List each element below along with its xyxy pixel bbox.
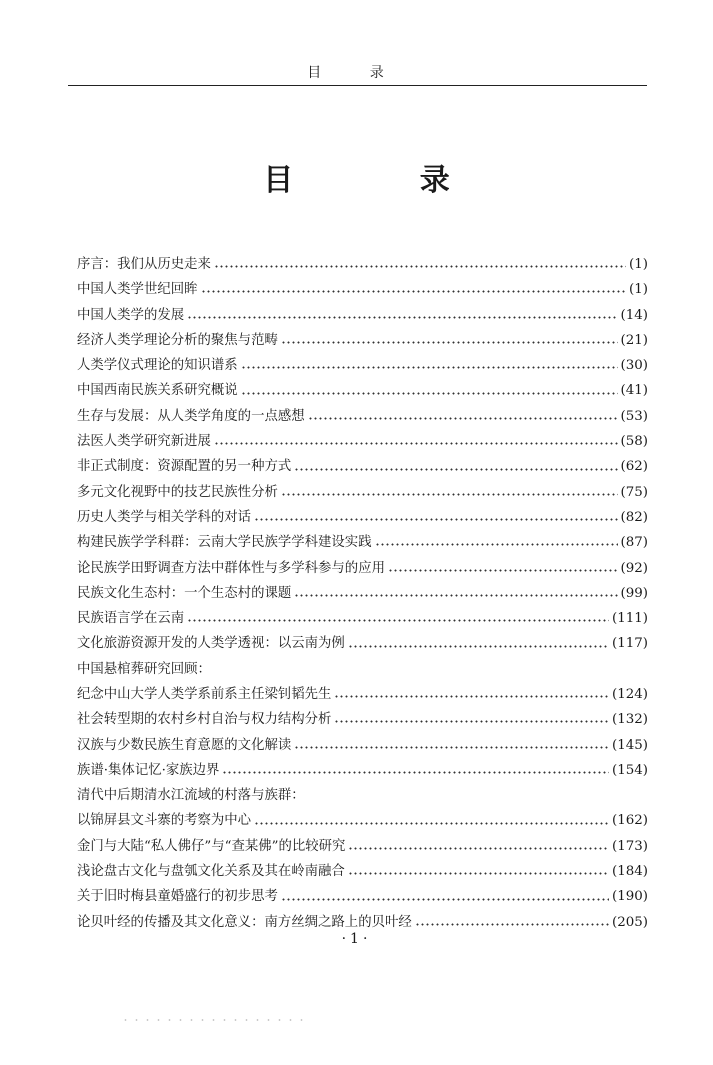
header-rule <box>68 85 647 86</box>
toc-entry <box>77 530 648 555</box>
dot-leader <box>241 392 618 395</box>
toc-entry-page: (132) <box>611 712 648 728</box>
toc-entry-page: (53) <box>620 408 648 424</box>
dot-leader <box>201 290 627 293</box>
toc-entry-page: (190) <box>611 889 648 905</box>
toc-entry-page: (58) <box>620 434 648 450</box>
toc-entry <box>77 353 648 378</box>
toc-entry-title: 论贝叶经的传播及其文化意义：南方丝绸之路上的贝叶经 <box>77 914 412 930</box>
toc-entry-title: 文化旅游资源开发的人类学透视：以云南为例 <box>77 636 345 652</box>
toc-entry-page: (21) <box>620 332 648 348</box>
toc-entry-title: 中国人类学世纪回眸 <box>77 282 198 298</box>
toc-entry <box>77 378 648 403</box>
toc-entry-page: (62) <box>620 459 648 475</box>
toc-entry-page: (111) <box>611 611 648 627</box>
toc-entry <box>77 682 648 707</box>
dot-leader <box>281 898 609 901</box>
toc-entry-title: 中国人类学的发展 <box>77 307 185 323</box>
toc-entry <box>77 505 648 530</box>
toc-entry-page: (205) <box>611 914 648 930</box>
toc-entry <box>77 480 648 505</box>
toc-entry <box>77 631 648 656</box>
toc-entry-page: (92) <box>620 560 648 576</box>
page-title: 目 录 <box>263 163 508 198</box>
toc-entry <box>77 277 648 302</box>
toc-entry <box>77 859 648 884</box>
dot-leader <box>222 771 609 774</box>
toc-entry-page: (162) <box>611 813 648 829</box>
toc-entry-title: 纪念中山大学人类学系前系主任梁钊韬先生 <box>77 686 332 702</box>
toc-entry-title: 社会转型期的农村乡村自治与权力结构分析 <box>77 712 332 728</box>
toc-entry <box>77 328 648 353</box>
toc-entry <box>77 657 648 682</box>
toc-entry-title: 生存与发展：从人类学角度的一点感想 <box>77 408 305 424</box>
dot-leader <box>187 619 609 622</box>
scan-smudge <box>120 1017 310 1023</box>
dot-leader <box>348 645 609 648</box>
dot-leader <box>294 746 609 749</box>
toc-entry-page: (145) <box>611 737 648 753</box>
toc-entry-title: 非正式制度：资源配置的另一种方式 <box>77 459 292 475</box>
toc-entry <box>77 834 648 859</box>
toc-entry-title: 族谱·集体记忆·家族边界 <box>77 762 220 778</box>
toc-entry-title: 经济人类学理论分析的聚焦与范畴 <box>77 332 278 348</box>
toc-entry <box>77 758 648 783</box>
toc-entry-page: (14) <box>620 307 648 323</box>
running-head: 目 录 <box>307 65 406 81</box>
toc-entry <box>77 581 648 606</box>
toc-entry-page: (99) <box>620 585 648 601</box>
toc-entry-title: 多元文化视野中的技艺民族性分析 <box>77 484 278 500</box>
dot-leader <box>334 695 609 698</box>
dot-leader <box>241 366 618 369</box>
dot-leader <box>415 923 609 926</box>
toc-entry-page: (154) <box>611 762 648 778</box>
dot-leader <box>294 468 617 471</box>
toc-entry-title: 法医人类学研究新进展 <box>77 434 211 450</box>
toc-entry-title: 清代中后期清水江流域的村落与族群： <box>77 788 305 804</box>
toc-entry-page: (1) <box>629 282 648 298</box>
toc-entry <box>77 783 648 808</box>
dot-leader <box>348 847 609 850</box>
toc-entry-page: (41) <box>620 383 648 399</box>
toc-entry-title: 人类学仪式理论的知识谱系 <box>77 358 238 374</box>
dot-leader <box>334 720 609 723</box>
table-of-contents <box>77 252 648 935</box>
toc-entry <box>77 404 648 429</box>
dot-leader <box>254 518 617 521</box>
toc-entry-page: (82) <box>620 509 648 525</box>
dot-leader <box>187 316 617 319</box>
toc-entry-title: 构建民族学学科群：云南大学民族学学科建设实践 <box>77 535 372 551</box>
toc-entry <box>77 809 648 834</box>
toc-entry-title: 历史人类学与相关学科的对话 <box>77 509 252 525</box>
toc-entry <box>77 884 648 909</box>
dot-leader <box>214 265 626 268</box>
toc-entry-title: 中国西南民族关系研究概说 <box>77 383 238 399</box>
toc-entry-title: 序言：我们从历史走来 <box>77 256 211 272</box>
toc-entry-title: 金门与大陆“私人佛仔”与“查某佛”的比较研究 <box>77 838 346 854</box>
toc-entry <box>77 606 648 631</box>
toc-entry-title: 关于旧时梅县童婚盛行的初步思考 <box>77 889 278 905</box>
toc-entry <box>77 733 648 758</box>
toc-entry-page: (117) <box>611 636 648 652</box>
toc-entry <box>77 454 648 479</box>
dot-leader <box>214 442 618 445</box>
toc-entry-title: 以锦屏县文斗寨的考察为中心 <box>77 813 252 829</box>
toc-entry-title: 民族语言学在云南 <box>77 611 185 627</box>
toc-entry-title: 民族文化生态村：一个生态村的课题 <box>77 585 292 601</box>
dot-leader <box>254 822 609 825</box>
toc-entry-page: (184) <box>611 864 648 880</box>
toc-entry-title: 汉族与少数民族生育意愿的文化解读 <box>77 737 292 753</box>
toc-entry-page: (124) <box>611 686 648 702</box>
toc-entry <box>77 429 648 454</box>
toc-entry-title: 中国悬棺葬研究回顾： <box>77 661 211 677</box>
page-number: ·1· <box>341 931 372 947</box>
toc-entry-title: 论民族学田野调查方法中群体性与多学科参与的应用 <box>77 560 385 576</box>
dot-leader <box>388 569 618 572</box>
toc-entry-page: (30) <box>620 358 648 374</box>
dot-leader <box>375 543 618 546</box>
dot-leader <box>308 417 618 420</box>
toc-entry-page: (1) <box>629 256 648 272</box>
toc-entry-page: (173) <box>611 838 648 854</box>
toc-entry-page: (87) <box>620 535 648 551</box>
toc-entry <box>77 556 648 581</box>
dot-leader <box>348 872 609 875</box>
toc-entry-title: 浅论盘古文化与盘瓠文化关系及其在岭南融合 <box>77 864 345 880</box>
dot-leader <box>281 341 618 344</box>
toc-entry <box>77 707 648 732</box>
dot-leader <box>281 493 618 496</box>
toc-entry-page: (75) <box>620 484 648 500</box>
toc-entry <box>77 252 648 277</box>
toc-entry <box>77 303 648 328</box>
dot-leader <box>294 594 617 597</box>
